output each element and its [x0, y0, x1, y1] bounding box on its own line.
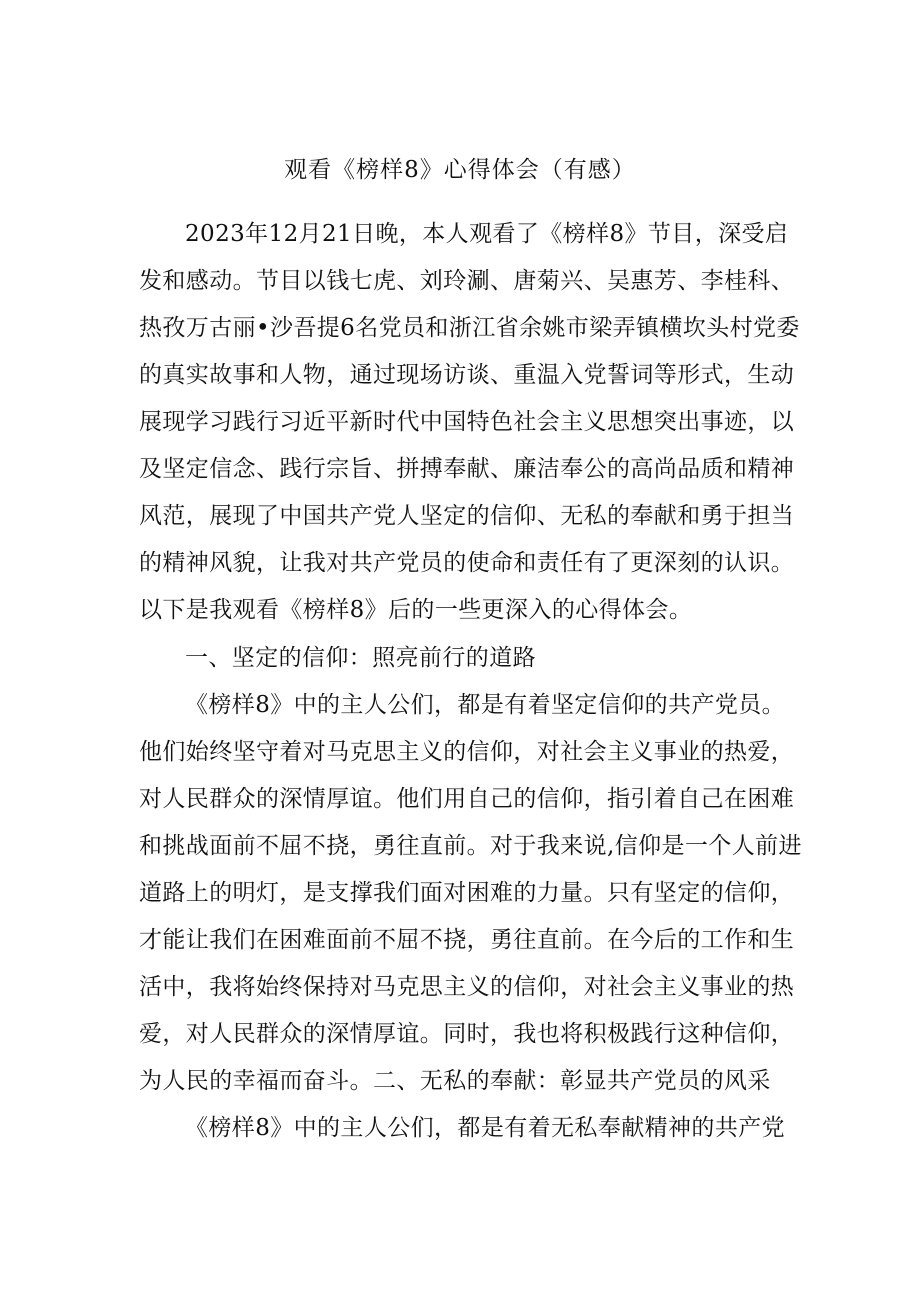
document-title: 观看《榜样8》心得体会（有感） — [284, 157, 636, 183]
text-line: 的真实故事和人物，通过现场访谈、重温入党誓词等形式，生动 — [139, 362, 795, 388]
text-line: 2023年12月21日晚，本人观看了《榜样8》节目，深受启 — [185, 221, 789, 247]
text-line: 热孜万古丽•沙吾提6名党员和浙江省余姚市梁弄镇横坎头村党委 — [139, 315, 800, 341]
text-line: 他们始终坚守着对马克思主义的信仰，对社会主义事业的热爱， — [139, 739, 795, 765]
text-line: 才能让我们在困难面前不屈不挠，勇往直前。在今后的工作和生 — [139, 927, 795, 953]
text-line: 《榜样8》中的主人公们，都是有着无私奉献精神的共产党 — [185, 1115, 786, 1141]
text-line: 发和感动。节目以钱七虎、刘玲涮、唐菊兴、吴惠芳、李桂科、 — [139, 268, 795, 294]
text-line: 风范，展现了中国共产党人坚定的信仰、无私的奉献和勇于担当 — [139, 503, 795, 529]
text-line: 道路上的明灯，是支撑我们面对困难的力量。只有坚定的信仰， — [139, 880, 795, 906]
text-line: 和挑战面前不屈不挠，勇往直前。对于我来说,信仰是一个人前进 — [139, 833, 802, 859]
section-heading: 一、坚定的信仰：照亮前行的道路 — [185, 645, 536, 671]
text-line: 及坚定信念、践行宗旨、拼搏奉献、廉洁奉公的高尚品质和精神 — [139, 456, 795, 482]
text-line: 展现学习践行习近平新时代中国特色社会主义思想突出事迹，以 — [139, 409, 795, 435]
text-line: 的精神风貌，让我对共产党员的使命和责任有了更深刻的认识。 — [139, 550, 795, 576]
text-line: 对人民群众的深情厚谊。他们用自己的信仰，指引着自己在困难 — [139, 786, 795, 812]
text-line: 《榜样8》中的主人公们，都是有着坚定信仰的共产党员。 — [185, 692, 786, 718]
text-line: 以下是我观看《榜样8》后的一些更深入的心得体会。 — [139, 597, 693, 623]
text-line: 爱，对人民群众的深情厚谊。同时，我也将积极践行这种信仰， — [139, 1021, 795, 1047]
text-line: 活中，我将始终保持对马克思主义的信仰，对社会主义事业的热 — [139, 974, 795, 1000]
text-line: 为人民的幸福而奋斗。二、无私的奉献：彰显共产党员的风采 — [139, 1068, 771, 1094]
